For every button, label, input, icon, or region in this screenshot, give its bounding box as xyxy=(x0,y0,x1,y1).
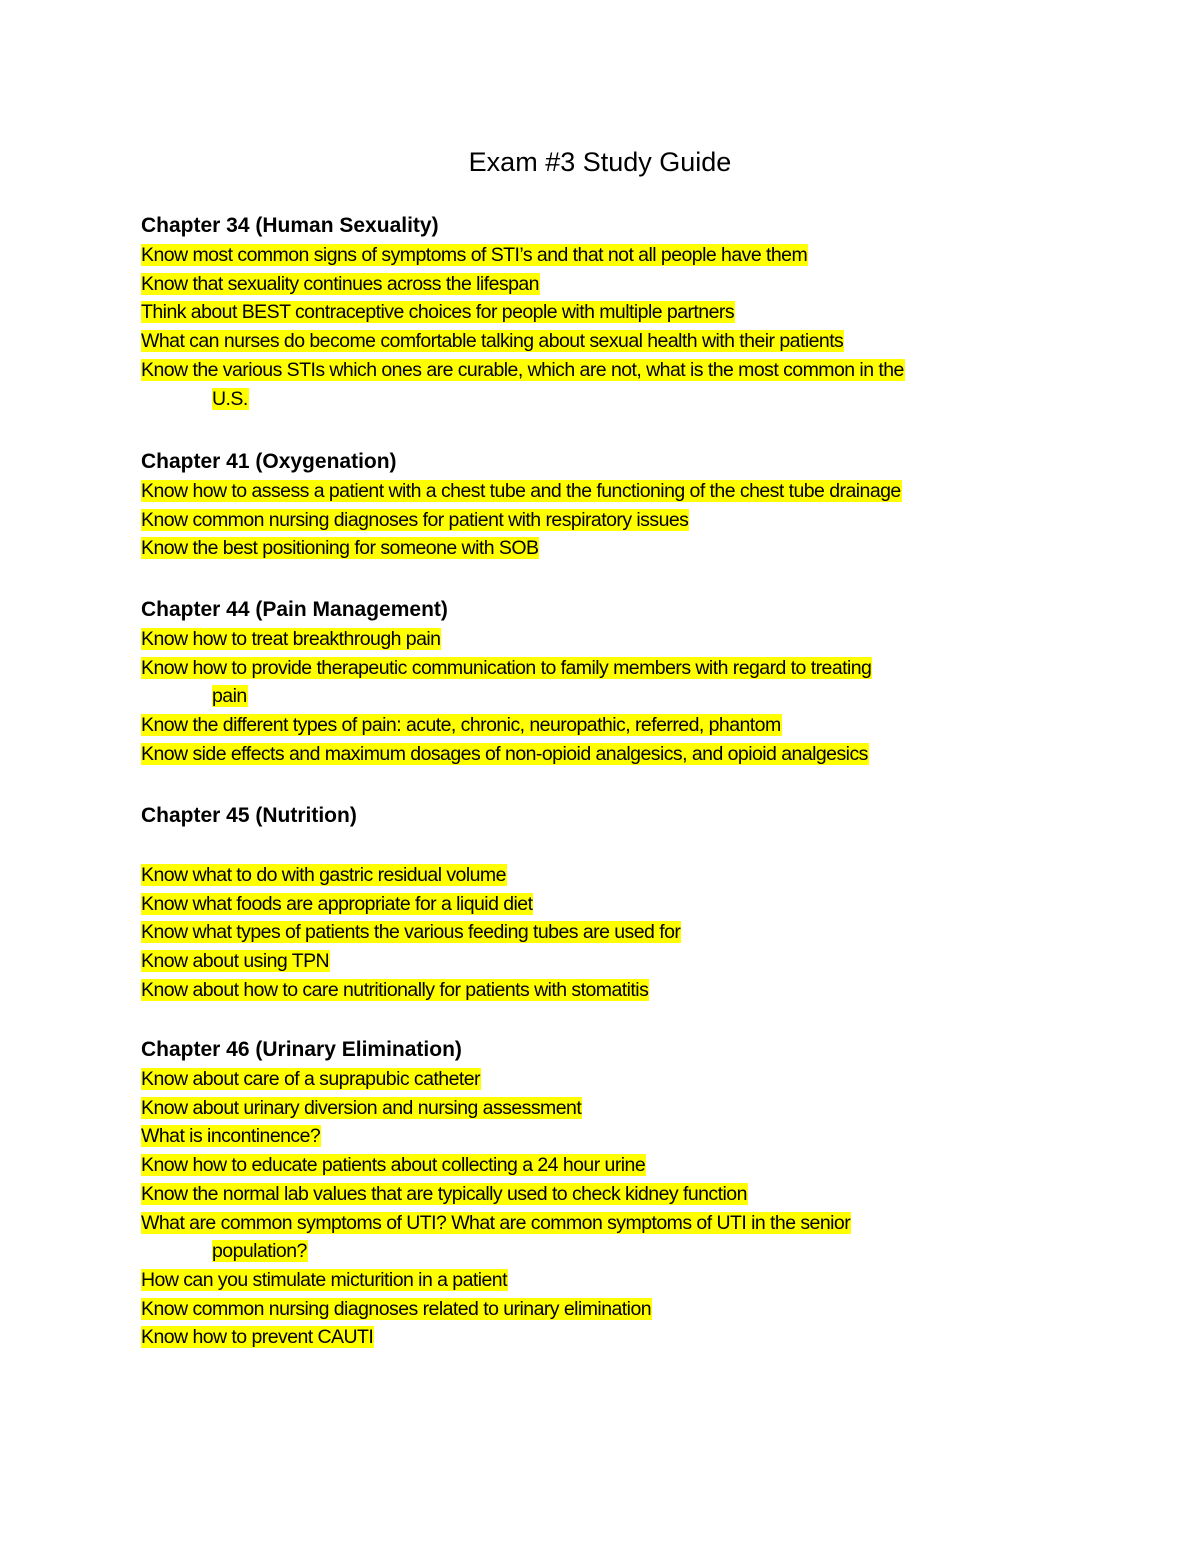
list-item xyxy=(141,270,1061,299)
highlighted-text: Know that sexuality continues across the lifespan xyxy=(141,272,539,295)
highlighted-text: Know common nursing diagnoses related to urinary elimination xyxy=(141,1297,652,1320)
highlighted-text: Know about urinary diversion and nursing assessment xyxy=(141,1096,582,1119)
list-item xyxy=(141,1209,1061,1266)
section-chapter-46 xyxy=(141,1035,1061,1352)
list-item xyxy=(141,918,1061,947)
highlighted-text: Know how to educate patients about collecting a 24 hour urine xyxy=(141,1154,646,1177)
list-item xyxy=(141,506,1061,535)
highlighted-text: Know how to provide therapeutic communication to family members with regard to treating xyxy=(141,656,872,679)
list-item xyxy=(141,477,1061,506)
list-item xyxy=(141,1266,1061,1295)
highlighted-text: Think about BEST contraceptive choices for people with multiple partners xyxy=(141,301,735,324)
highlighted-text: Know about how to care nutritionally for patients with stomatitis xyxy=(141,978,649,1001)
highlighted-text: Know how to treat breakthrough pain xyxy=(141,628,441,650)
highlighted-text: Know what to do with gastric residual volume xyxy=(141,864,506,886)
page-title: Exam #3 Study Guide xyxy=(468,147,732,177)
list-item xyxy=(141,740,1061,769)
highlighted-text: Know the different types of pain: acute, chronic, neuropathic, referred, phantom xyxy=(141,714,781,737)
list-item xyxy=(141,1295,1061,1324)
highlighted-text: Know the best positioning for someone with SOB xyxy=(141,537,539,560)
list-item xyxy=(141,1122,1061,1151)
highlighted-text: Know side effects and maximum dosages of non-opioid analgesics, and opioid analgesics xyxy=(141,742,868,765)
list-item xyxy=(141,534,1061,563)
list-item xyxy=(141,947,1061,976)
list-item xyxy=(141,1065,1061,1094)
list-item xyxy=(141,654,1061,711)
section-heading: Chapter 45 (Nutrition) xyxy=(141,804,357,827)
highlighted-text: Know about using TPN xyxy=(141,950,330,973)
highlighted-text: What is incontinence? xyxy=(141,1125,321,1148)
highlighted-text: Know about care of a suprapubic catheter xyxy=(141,1068,480,1090)
highlighted-text: What can nurses do become comfortable talking about sexual health with their patients xyxy=(141,330,844,353)
section-chapter-45 xyxy=(141,801,1061,1005)
section-chapter-34 xyxy=(141,211,1061,413)
highlighted-text: Know common nursing diagnoses for patient with respiratory issues xyxy=(141,508,689,531)
section-heading: Chapter 41 (Oxygenation) xyxy=(141,450,397,473)
list-item xyxy=(141,1094,1061,1123)
section-heading: Chapter 34 (Human Sexuality) xyxy=(141,214,439,237)
highlighted-text-continuation: U.S. xyxy=(212,387,248,410)
highlighted-text: Know the normal lab values that are typically used to check kidney function xyxy=(141,1182,747,1205)
list-item xyxy=(141,327,1061,356)
list-item xyxy=(141,241,1061,270)
list-item xyxy=(141,1323,1061,1352)
highlighted-text: How can you stimulate micturition in a patient xyxy=(141,1268,507,1291)
list-item xyxy=(141,711,1061,740)
highlighted-text-continuation: population? xyxy=(212,1240,307,1263)
list-item xyxy=(141,890,1061,919)
list-item xyxy=(141,976,1061,1005)
highlighted-text: Know what types of patients the various feeding tubes are used for xyxy=(141,921,681,944)
highlighted-text: What are common symptoms of UTI? What are common symptoms of UTI in the senior xyxy=(141,1211,851,1234)
list-item xyxy=(141,625,1061,654)
section-chapter-41 xyxy=(141,447,1061,563)
section-heading: Chapter 46 (Urinary Elimination) xyxy=(141,1038,462,1061)
list-item xyxy=(141,1151,1061,1180)
highlighted-text: Know the various STIs which ones are curable, which are not, what is the most common in the xyxy=(141,358,904,381)
list-item xyxy=(141,298,1061,327)
section-chapter-44 xyxy=(141,595,1061,769)
highlighted-text: Know how to prevent CAUTI xyxy=(141,1326,374,1349)
highlighted-text: Know how to assess a patient with a chest tube and the functioning of the chest tube drainage xyxy=(141,480,901,502)
blank-line xyxy=(141,831,1061,861)
highlighted-text: Know what foods are appropriate for a liquid diet xyxy=(141,892,533,915)
list-item xyxy=(141,861,1061,890)
list-item xyxy=(141,1180,1061,1209)
highlighted-text: Know most common signs of symptoms of STI’s and that not all people have them xyxy=(141,244,808,266)
section-heading: Chapter 44 (Pain Management) xyxy=(141,598,448,621)
list-item xyxy=(141,356,1061,413)
highlighted-text-continuation: pain xyxy=(212,685,247,708)
